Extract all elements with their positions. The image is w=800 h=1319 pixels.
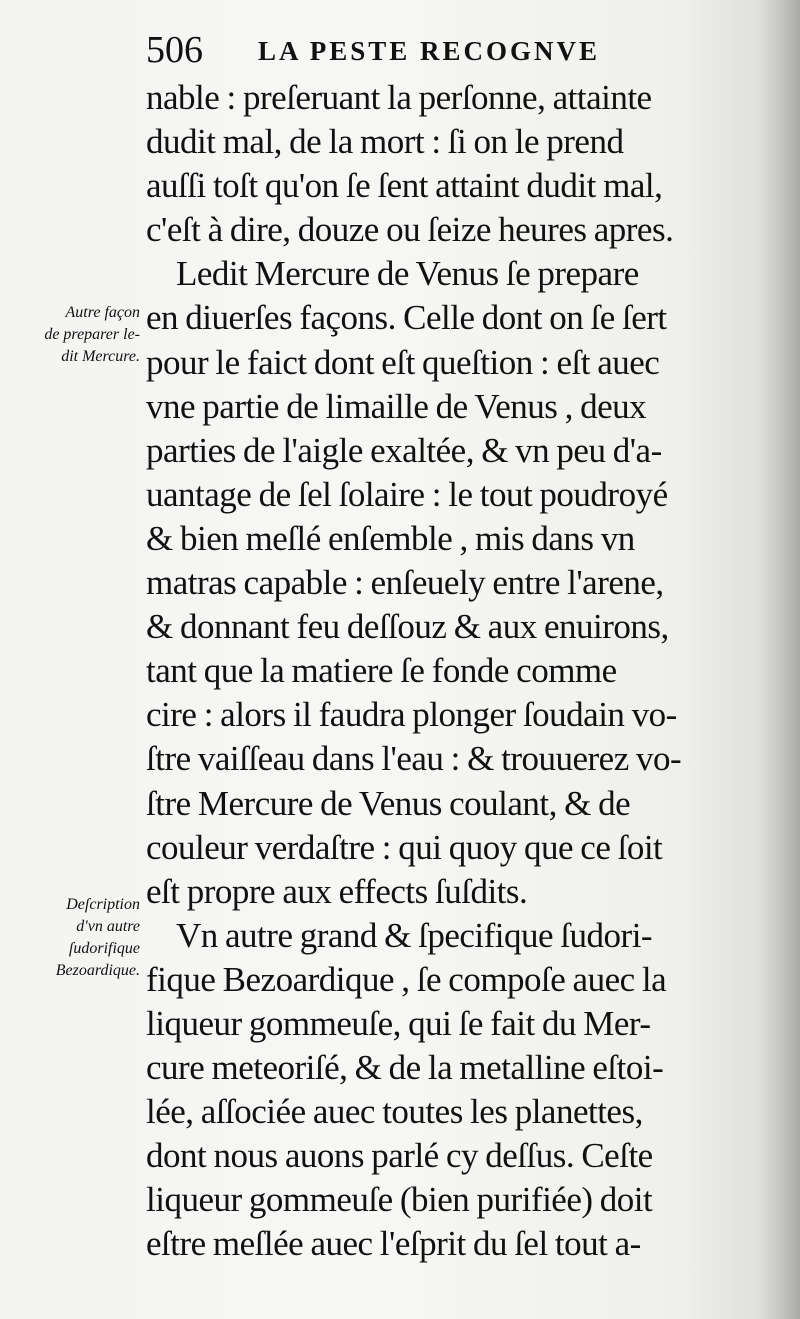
text-line: nable : preſeruant la perſonne, attainte (146, 78, 652, 117)
margin-note-line: Deſcription (66, 896, 140, 913)
text-line: ſtre vaiſſeau dans l'eau : & trouuerez vo- (146, 739, 682, 779)
text-line: cure meteoriſé, & de la metalline eſtoi- (146, 1048, 664, 1088)
text-line: dont nous auons parlé cy deſſus. Ceſte (146, 1136, 653, 1176)
margin-note-line: Bezoardique. (55, 962, 140, 979)
main-text-block (146, 76, 714, 1267)
text-line: parties de l'aigle exaltée, & vn peu d'a- (146, 430, 662, 470)
text-line: dudit mal, de la mort : ſi on le prend (146, 122, 624, 162)
text-line: lée, aſſociée auec toutes les planettes, (146, 1092, 643, 1132)
margin-note-line: d'vn autre (76, 918, 140, 935)
running-head (146, 26, 706, 74)
text-line: liqueur gommeuſe, qui ſe fait du Mer- (146, 1003, 651, 1043)
text-line: auſſi toſt qu'on ſe ſent attaint dudit mal, (146, 166, 663, 206)
margin-note-preparation (12, 302, 140, 368)
text-line: & donnant feu deſſouz & aux enuirons, (146, 607, 669, 647)
text-line: ſtre Mercure de Venus coulant, & de (146, 783, 631, 823)
margin-note-line: Autre façon (65, 304, 140, 321)
margin-note-description (12, 894, 140, 982)
text-line: eſtre meſlée auec l'eſprit du ſel tout a- (146, 1224, 641, 1264)
text-line: eſt propre aux effects ſuſdits. (146, 871, 528, 911)
text-line: en diuerſes façons. Celle dont on ſe ſert (146, 298, 667, 338)
margin-note-line: dit Mercure. (61, 348, 140, 365)
page-edge-shadow (758, 0, 800, 1319)
text-line: tant que la matiere ſe fonde comme (146, 651, 617, 691)
margin-note-line: de preparer le- (44, 326, 140, 343)
text-line: cire : alors il faudra plonger ſoudain vo- (146, 695, 677, 735)
text-line: couleur verdaſtre : qui quoy que ce ſoit (146, 827, 663, 867)
paragraph-start-line: Vn autre grand & ſpecifique ſudori- (176, 915, 653, 955)
text-line: c'eſt à dire, douze ou ſeize heures apres. (146, 210, 674, 250)
running-title: LA PESTE RECOGNVE (258, 36, 601, 66)
paragraph-start-line: Ledit Mercure de Venus ſe prepare (176, 254, 639, 294)
margin-note-line: ſudorifique (68, 940, 140, 957)
text-line: & bien meſlé enſemble , mis dans vn (146, 518, 635, 558)
text-line: vne partie de limaille de Venus , deux (146, 386, 647, 426)
text-line: pour le faict dont eſt queſtion : eſt auec (146, 342, 660, 382)
text-line: fique Bezoardique , ſe compoſe auec la (146, 959, 667, 999)
text-line: matras capable : enſeuely entre l'arene, (146, 563, 664, 603)
text-line: uantage de ſel ſolaire : le tout poudroyé (146, 474, 668, 514)
text-line: liqueur gommeuſe (bien purifiée) doit (146, 1180, 653, 1220)
page-number: 506 (146, 29, 203, 71)
